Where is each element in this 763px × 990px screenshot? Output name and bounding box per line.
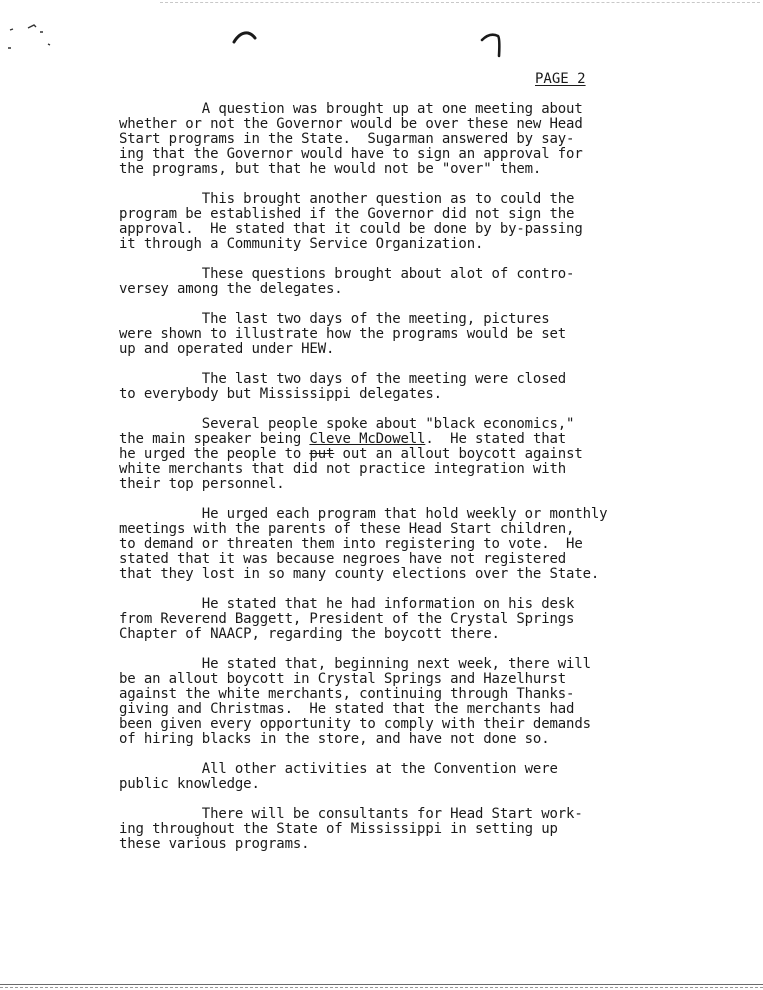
text-line: that they lost in so many county elections over the State.: [119, 566, 600, 582]
text-line: The last two days of the meeting were closed: [119, 371, 567, 387]
binder-hole-mark-left: [232, 30, 258, 44]
text-line: Chapter of NAACP, regarding the boycott there.: [119, 626, 500, 642]
text-line: versey among the delegates.: [119, 281, 343, 297]
text-line: public knowledge.: [119, 776, 260, 792]
text-line: of hiring blacks in the store, and have not done so.: [119, 731, 550, 747]
paragraph-2: [119, 192, 659, 252]
text-line: Several people spoke about "black economics,": [119, 416, 575, 432]
text-line: He stated that, beginning next week, there will: [119, 656, 591, 672]
text-line: whether or not the Governor would be over these new Head: [119, 116, 583, 132]
text-line: been given every opportunity to comply with their demands: [119, 716, 591, 732]
text-line: All other activities at the Convention were: [119, 761, 558, 777]
underlined-name: Cleve McDowell: [309, 431, 426, 447]
paragraph-1: [119, 102, 659, 177]
text-line: giving and Christmas. He stated that the merchants had: [119, 701, 575, 717]
paragraph-4: [119, 312, 659, 357]
text-line: program be established if the Governor did not sign the: [119, 206, 575, 222]
text-segment: the main speaker being: [119, 431, 310, 447]
text-line-boycott: [119, 447, 659, 462]
scan-speck-marks: [8, 22, 68, 62]
text-line: Start programs in the State. Sugarman answered by say-: [119, 131, 575, 147]
text-line: the programs, but that he would not be "over" them.: [119, 161, 542, 177]
scan-edge-bottom: [0, 984, 763, 985]
text-line: meetings with the parents of these Head Start children,: [119, 521, 575, 537]
text-line: This brought another question as to could the: [119, 191, 575, 207]
text-line: be an allout boycott in Crystal Springs and Hazelhurst: [119, 671, 567, 687]
text-line: He urged each program that hold weekly or monthly: [119, 506, 608, 522]
paragraph-9: [119, 657, 659, 747]
text-line: to demand or threaten them into registering to vote. He: [119, 536, 583, 552]
text-segment: . He stated that: [425, 431, 567, 447]
paragraph-7: [119, 507, 659, 582]
text-line: against the white merchants, continuing through Thanks-: [119, 686, 575, 702]
paragraph-3: [119, 267, 659, 297]
text-line: up and operated under HEW.: [119, 341, 335, 357]
text-line: ing that the Governor would have to sign an approval for: [119, 146, 583, 162]
text-line: to everybody but Mississippi delegates.: [119, 386, 442, 402]
text-segment: he urged the people to: [119, 446, 310, 462]
scan-edge-bottom-dashed: [0, 987, 763, 988]
paragraph-6: [119, 417, 659, 492]
text-line: white merchants that did not practice integration with: [119, 461, 567, 477]
text-line: it through a Community Service Organization.: [119, 236, 484, 252]
text-line: from Reverend Baggett, President of the Crystal Springs: [119, 611, 575, 627]
paragraph-11: [119, 807, 659, 852]
scan-edge-top: [160, 2, 760, 3]
text-line: stated that it was because negroes have not registered: [119, 551, 567, 567]
text-line: these various programs.: [119, 836, 310, 852]
paragraph-10: [119, 762, 659, 792]
text-line: were shown to illustrate how the programs would be set: [119, 326, 567, 342]
binder-hole-mark-right: [480, 32, 504, 58]
text-line: ing throughout the State of Mississippi in setting up: [119, 821, 558, 837]
text-line: The last two days of the meeting, pictures: [119, 311, 550, 327]
text-segment: out an allout boycott against: [334, 446, 583, 462]
paragraph-8: [119, 597, 659, 642]
text-line-speaker: [119, 432, 659, 447]
struck-word: put: [309, 446, 335, 462]
paragraph-5: [119, 372, 659, 402]
text-line: A question was brought up at one meeting about: [119, 101, 583, 117]
text-line: There will be consultants for Head Start work-: [119, 806, 583, 822]
document-body: [119, 102, 659, 867]
text-line: These questions brought about alot of contro-: [119, 266, 575, 282]
page-number: PAGE 2: [535, 71, 586, 87]
text-line: He stated that he had information on his desk: [119, 596, 575, 612]
text-line: approval. He stated that it could be done by by-passing: [119, 221, 583, 237]
text-line: their top personnel.: [119, 476, 285, 492]
